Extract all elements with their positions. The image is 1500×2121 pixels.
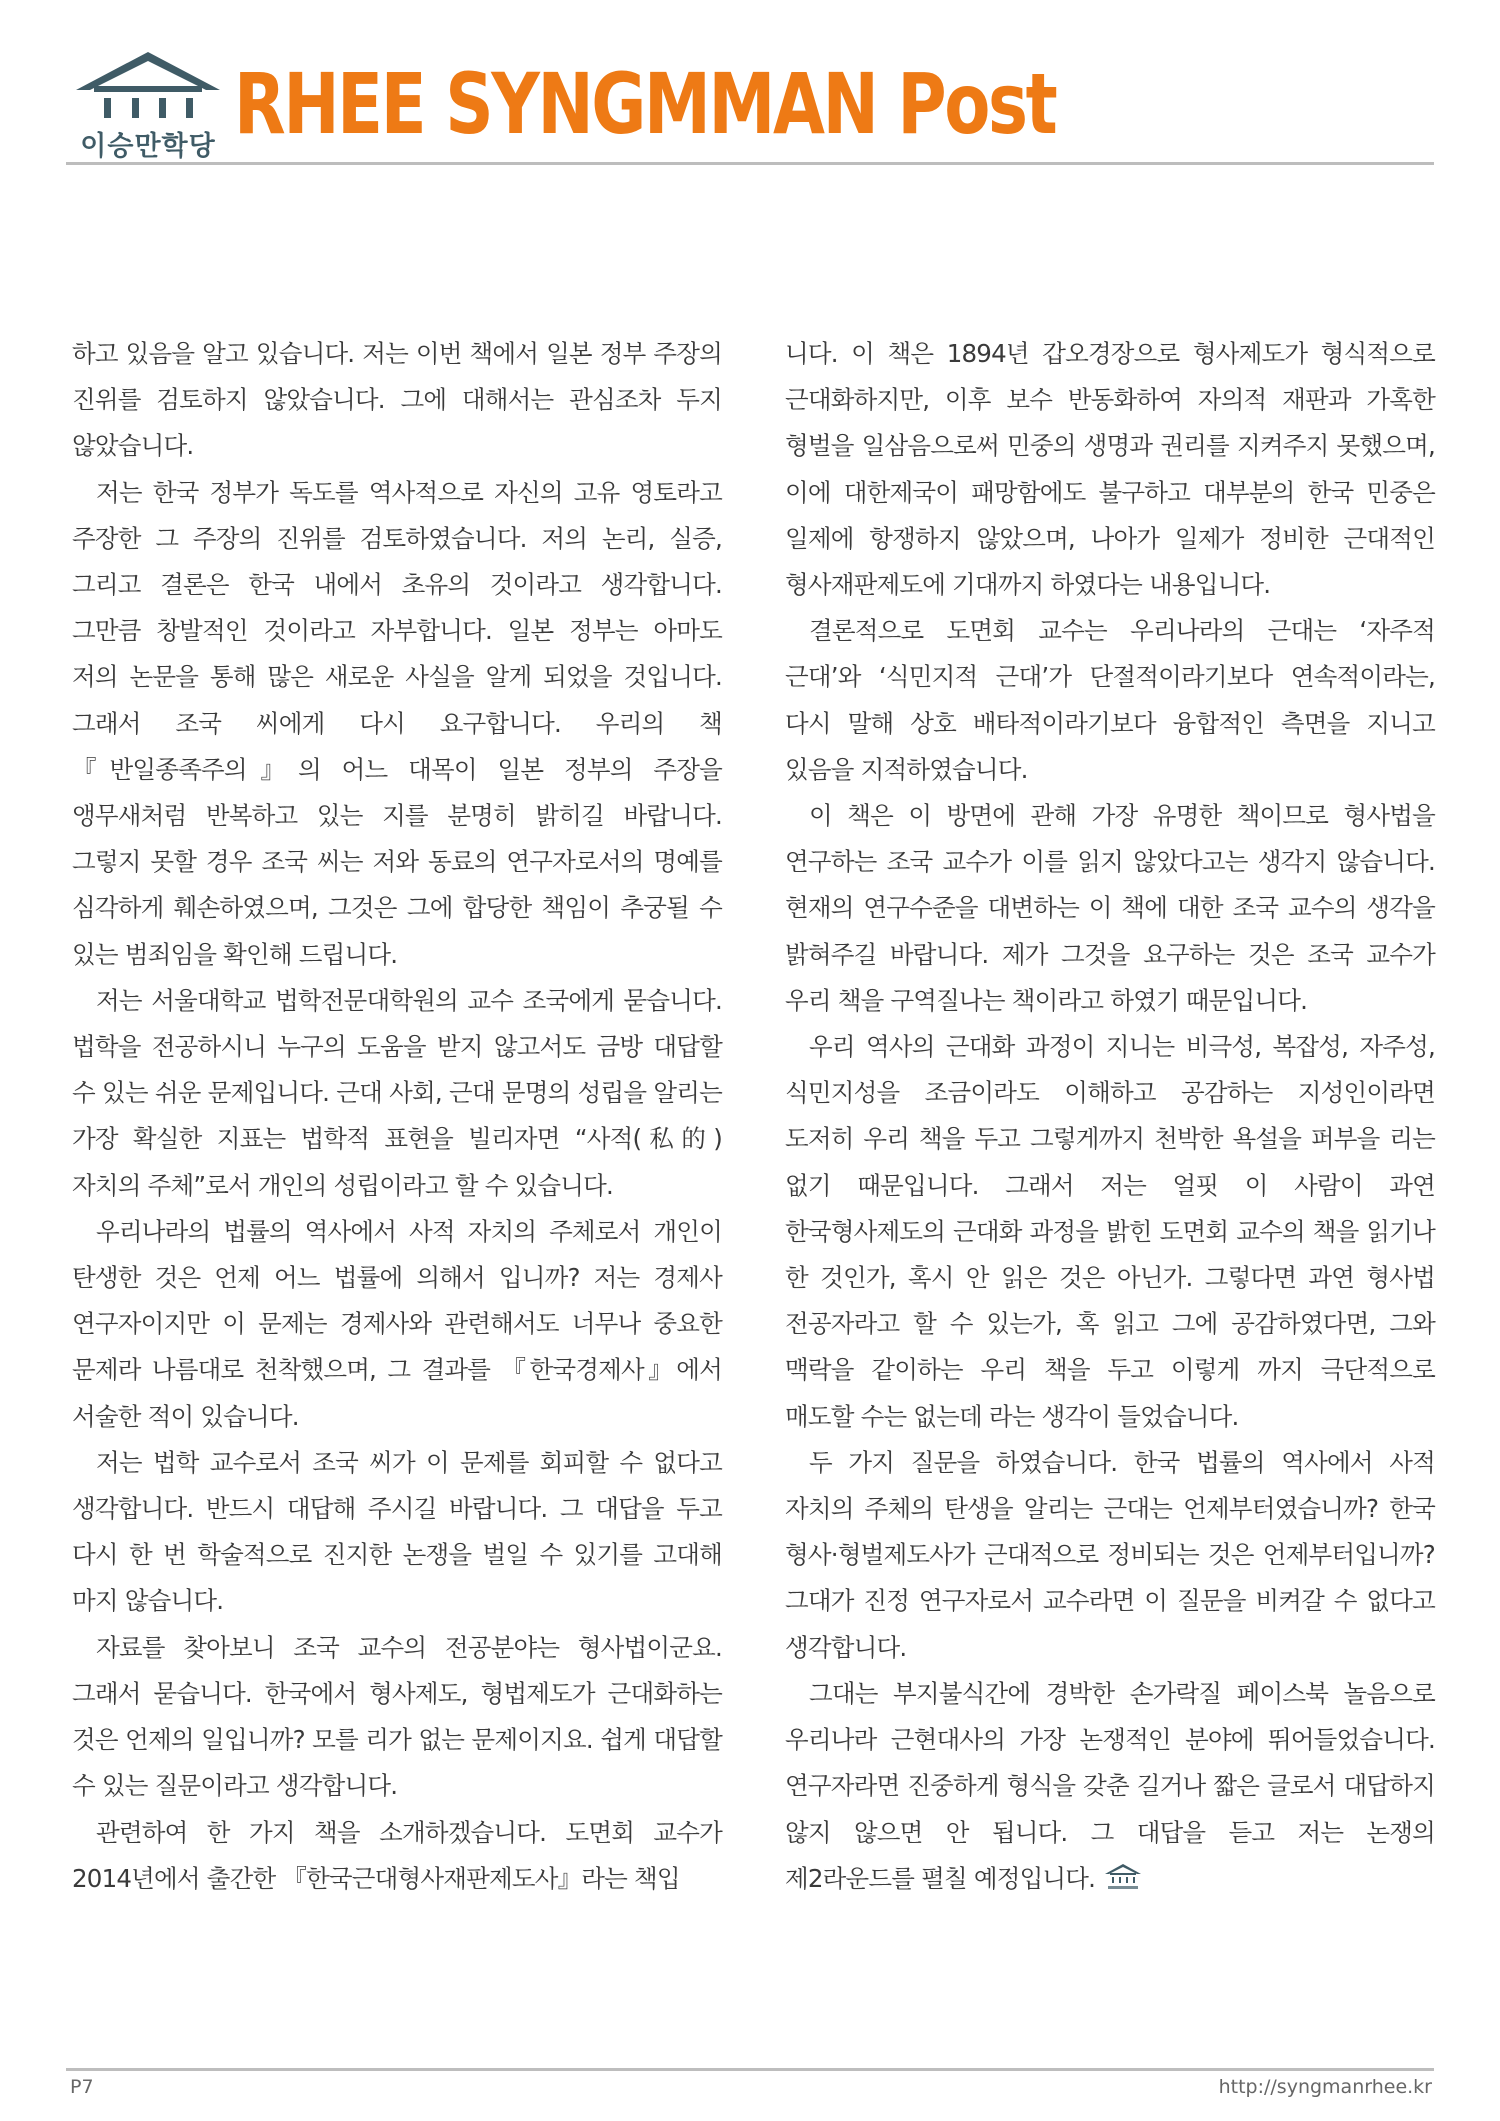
paragraph: 관련하여 한 가지 책을 소개하겠습니다. 도면회 교수가 2014년에서 출간한 『한국근대형사재판제도사』라는 책입	[72, 1817, 722, 1893]
paragraph: 이 책은 이 방면에 관해 가장 유명한 책이므로 형사법을 연구하는 조국 교수가 이를 읽지 않았다고는 생각지 않습니다. 현재의 연구수준을 대변하는 이 책에 대한 조국 교수의 생각을 밝혀주길 바랍니다. 제가 그것을 요구하는 것은 조국 교수가 우리 책을 구역질나는 책이라고 하였기 때문입니다.	[785, 801, 1435, 1015]
paragraph: 자료를 찾아보니 조국 교수의 전공분야는 형사법이군요. 그래서 묻습니다. 한국에서 형사제도, 형법제도가 근대화하는 것은 언제의 일입니까? 모를 리가 없는 문제이지요. 쉽게 대답할 수 있는 질문이라고 생각합니다.	[72, 1632, 722, 1801]
paragraph: 하고 있음을 알고 있습니다. 저는 이번 책에서 일본 정부 주장의 진위를 검토하지 않았습니다. 그에 대해서는 관심조차 두지 않았습니다.	[72, 339, 722, 461]
paragraph: 니다. 이 책은 1894년 갑오경장으로 형사제도가 형식적으로 근대화하지만, 이후 보수 반동화하여 자의적 재판과 가혹한 형벌을 일삼음으로써 민중의 생명과 권리를 지켜주지 못했으며, 이에 대한제국이 패망함에도 불구하고 대부분의 한국 민중은 일제에 항쟁하지 않았으며, 나아가 일제가 정비한 근대적인 형사재판제도에 기대까지 하였다는 내용입니다.	[785, 339, 1435, 600]
paragraph: 결론적으로 도면회 교수는 우리나라의 근대는 ‘자주적 근대’와 ‘식민지적 근대’가 단절적이라기보다 연속적이라는, 다시 말해 상호 배타적이라기보다 융합적인 측면을 지니고 있음을 지적하였습니다.	[785, 616, 1435, 784]
article-column-right	[785, 331, 1435, 1902]
logo-text: 이승만학당	[80, 131, 216, 162]
publication-title: RHEE SYNGMMAN Post	[234, 55, 1056, 153]
paragraph-text: 그대는 부지불식간에 경박한 손가락질 페이스북 놀음으로 우리나라 근현대사의 가장 논쟁적인 분야에 뛰어들었습니다. 연구자라면 진중하게 형식을 갖춘 길거나 짧은 글로서 대답하지 않지 않으면 안 됩니다. 그 대답을 듣고 저는 논쟁의 제2라운드를 펼칠 예정입니다.	[785, 1678, 1435, 1893]
paragraph: 두 가지 질문을 하였습니다. 한국 법률의 역사에서 사적 자치의 주체의 탄생을 알리는 근대는 언제부터였습니까? 한국 형사·형벌제도사가 근대적으로 정비되는 것은 언제부터입니까? 그대가 진정 연구자로서 교수라면 이 질문을 비켜갈 수 없다고 생각합니다.	[785, 1447, 1435, 1662]
paragraph: 저는 서울대학교 법학전문대학원의 교수 조국에게 묻습니다. 법학을 전공하시니 누구의 도움을 받지 않고서도 금방 대답할 수 있는 쉬운 문제입니다. 근대 사회, 근대 문명의 성립을 알리는 가장 확실한 지표는 법학적 표현을 빌리자면 “사적(私的) 자치의 주체”로서 개인의 성립이라고 할 수 있습니다.	[72, 985, 722, 1200]
paragraph: 우리 역사의 근대화 과정이 지니는 비극성, 복잡성, 자주성, 식민지성을 조금이라도 이해하고 공감하는 지성인이라면 도저히 우리 책을 두고 그렇게까지 천박한 욕설을 퍼부을 리는 없기 때문입니다. 그래서 저는 얼핏 이 사람이 과연 한국형사제도의 근대화 과정을 밝힌 도면회 교수의 책을 읽기나 한 것인가, 혹시 안 읽은 것은 아닌가. 그렇다면 과연 형사법 전공자라고 할 수 있는가, 혹 읽고 그에 공감하였다면, 그와 맥락을 같이하는 우리 책을 두고 이렇게 까지 극단적으로 매도할 수는 없는데 라는 생각이 들었습니다.	[785, 1032, 1435, 1431]
paragraph: 저는 한국 정부가 독도를 역사적으로 자신의 고유 영토라고 주장한 그 주장의 진위를 검토하였습니다. 저의 논리, 실증, 그리고 결론은 한국 내에서 초유의 것이라고 생각합니다. 그만큼 창발적인 것이라고 자부합니다. 일본 정부는 아마도 저의 논문을 통해 많은 새로운 사실을 알게 되었을 것입니다. 그래서 조국 씨에게 다시 요구합니다. 우리의 책 『반일종족주의』의 어느 대목이 일본 정부의 주장을 앵무새처럼 반복하고 있는 지를 분명히 밝히길 바랍니다. 그렇지 못할 경우 조국 씨는 저와 동료의 연구자로서의 명예를 심각하게 훼손하였으며, 그것은 그에 합당한 책임이 추궁될 수 있는 범죄임을 확인해 드립니다.	[72, 477, 722, 969]
masthead	[0, 0, 1500, 175]
paragraph-last	[785, 1671, 1435, 1902]
logo[interactable]	[66, 50, 230, 160]
header-divider	[66, 162, 1434, 165]
page-number: P7	[70, 2076, 94, 2098]
footer-divider	[66, 2068, 1434, 2071]
paragraph: 우리나라의 법률의 역사에서 사적 자치의 주체로서 개인이 탄생한 것은 언제 어느 법률에 의해서 입니까? 저는 경제사 연구자이지만 이 문제는 경제사와 관련해서도 너무나 중요한 문제라 나름대로 천착했으며, 그 결과를 『한국경제사』에서 서술한 적이 있습니다.	[72, 1216, 722, 1431]
small-logo-icon	[1101, 1862, 1145, 1892]
website-link[interactable]: http://syngmanrhee.kr	[1218, 2076, 1432, 2098]
building-icon	[66, 50, 230, 124]
paragraph: 저는 법학 교수로서 조국 씨가 이 문제를 회피할 수 없다고 생각합니다. 반드시 대답해 주시길 바랍니다. 그 대답을 두고 다시 한 번 학술적으로 진지한 논쟁을 벌일 수 있기를 고대해 마지 않습니다.	[72, 1447, 722, 1616]
article-column-left	[72, 331, 722, 1902]
